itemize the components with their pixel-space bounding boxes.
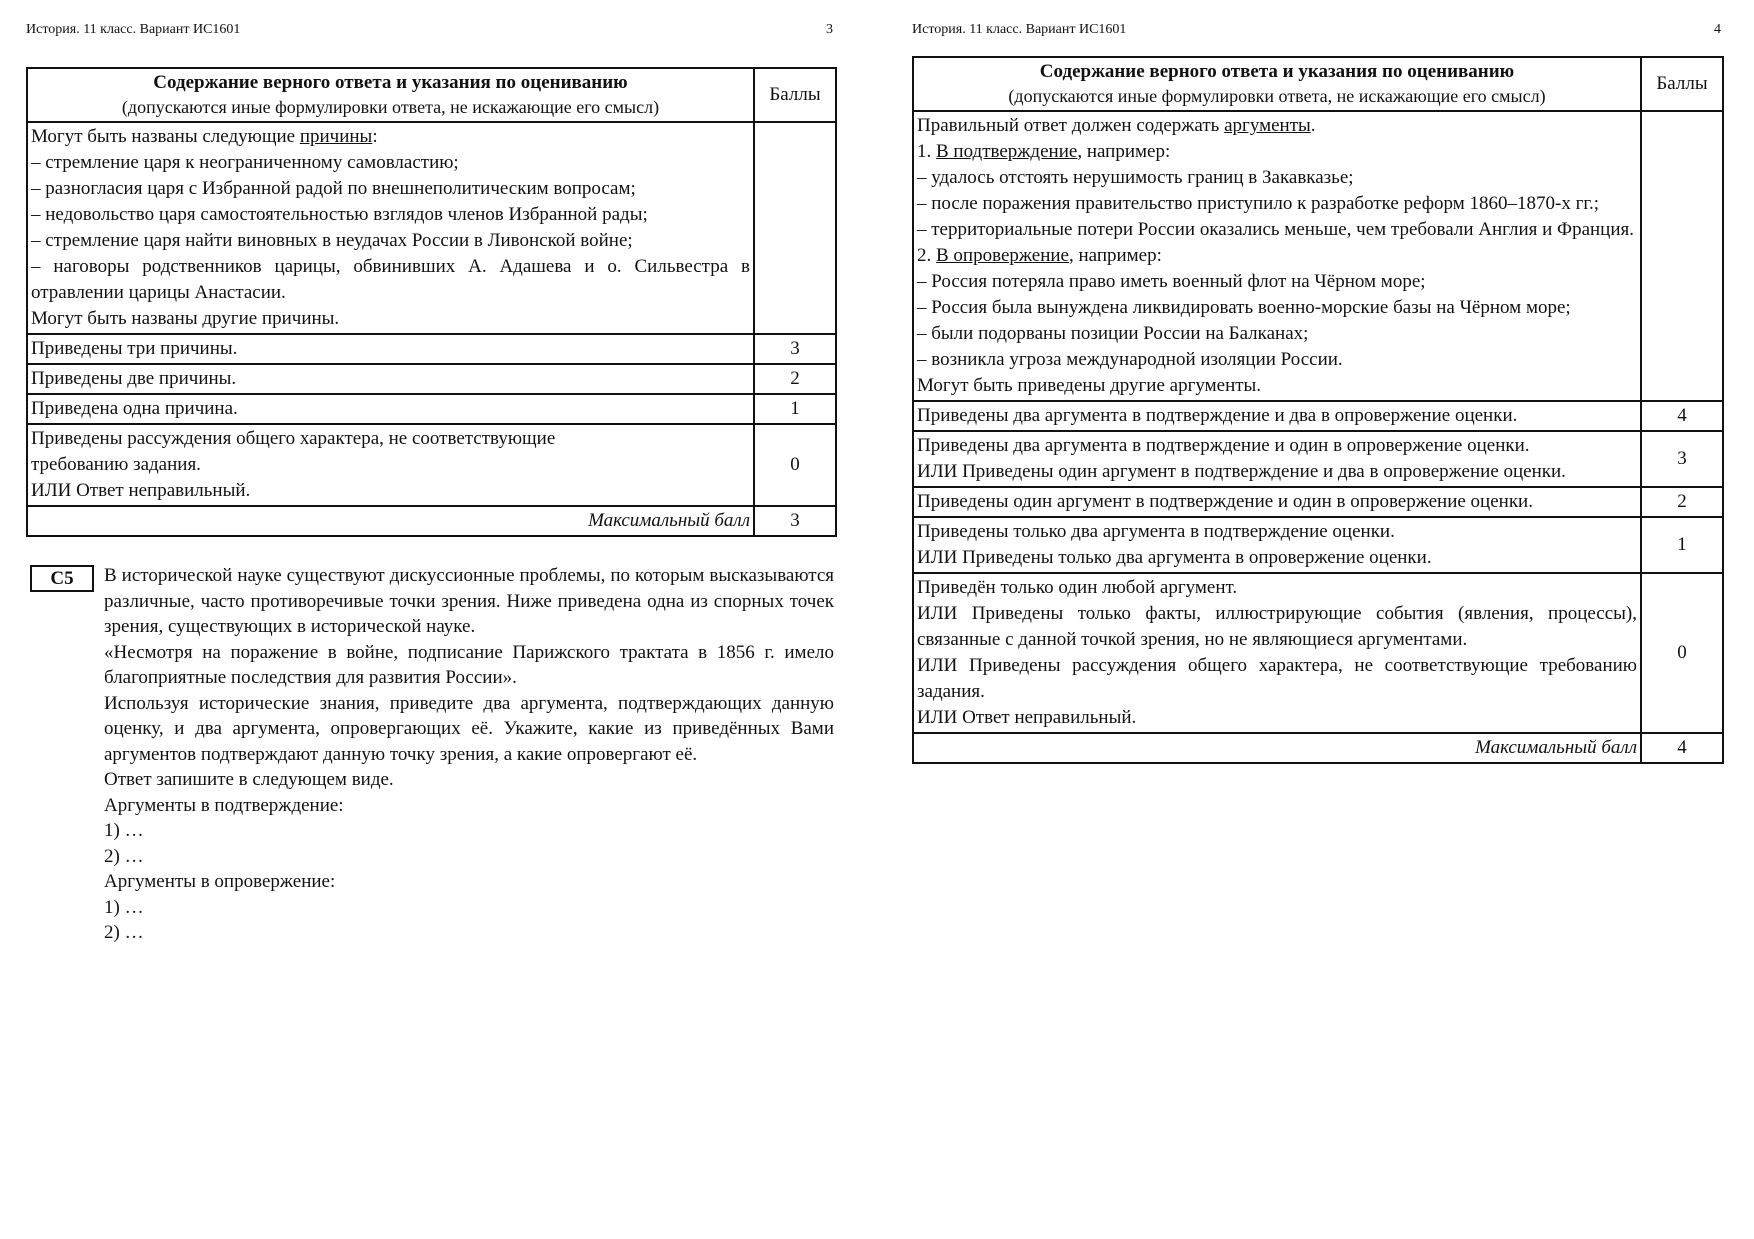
criterion-line: Приведены только два аргумента в подтверждение оценки. (917, 521, 1395, 542)
against-label: Аргументы в опровержение: (104, 871, 336, 892)
outro-line: Могут быть названы другие причины. (31, 308, 340, 329)
table-row (27, 394, 836, 424)
max-score-row (27, 506, 836, 536)
criterion (27, 424, 754, 506)
max-score-value: 4 (1641, 733, 1723, 763)
criterion-line: Приведены два аргумента в подтверждение и один в опровержение оценки. (917, 435, 1530, 456)
max-score-value: 3 (754, 506, 836, 536)
task-quote: «Несмотря на поражение в войне, подписание Парижского трактата в 1856 г. имело благоприятные последствия для развития России». (104, 641, 834, 688)
table-row (913, 517, 1723, 573)
task-paragraph: Ответ запишите в следующем виде. (104, 769, 394, 790)
points-cell: 1 (1641, 517, 1723, 573)
criterion: Приведена одна причина. (27, 394, 754, 424)
text: 1. (917, 141, 936, 162)
table-row (27, 122, 836, 334)
content-header (913, 57, 1641, 111)
criterion-line: ИЛИ Приведены только два аргумента в опровержение оценки. (917, 547, 1432, 568)
criterion (913, 573, 1641, 733)
criterion-line: Приведены один аргумент в подтверждение и один в опровержение оценки. (917, 491, 1533, 512)
for-item: 1) … (104, 820, 144, 841)
points-cell: 0 (1641, 573, 1723, 733)
table-row (27, 334, 836, 364)
criterion-line: Приведены два аргумента в подтверждение и два в опровержение оценки. (917, 405, 1518, 426)
intro-line (917, 113, 1637, 139)
criterion: Приведены три причины. (27, 334, 754, 364)
page-number: 4 (1714, 22, 1721, 37)
max-score-label: Максимальный балл (27, 506, 754, 536)
criterion (913, 401, 1641, 431)
table-row (913, 401, 1723, 431)
underlined-text: В подтверждение (936, 141, 1078, 162)
max-score-row (913, 733, 1723, 763)
header-title: Содержание верного ответа и указания по оцениванию (1039, 61, 1515, 82)
text: , например: (1077, 141, 1171, 162)
underlined-text: причины (299, 126, 373, 147)
table-row (913, 573, 1723, 733)
points-header: Баллы (754, 68, 836, 122)
criterion-line: Приведён только один любой аргумент. (917, 577, 1238, 598)
points-cell: 3 (1641, 431, 1723, 487)
list-item: – стремление царя к неограниченному самовластию; (31, 152, 459, 173)
points-cell: 2 (1641, 487, 1723, 517)
criterion (913, 487, 1641, 517)
table-row (27, 424, 836, 506)
scoring-table (26, 67, 837, 537)
list-item: – стремление царя найти виновных в неудачах России в Ливонской войне; (31, 230, 633, 251)
list-item: – территориальные потери России оказались меньше, чем требовали Англия и Франция. (917, 219, 1634, 240)
intro-line (31, 124, 750, 150)
points-cell: 3 (754, 334, 836, 364)
table-row (913, 431, 1723, 487)
criterion-line: ИЛИ Приведены один аргумент в подтверждение и два в опровержение оценки. (917, 461, 1566, 482)
header-subtitle: (допускаются иные формулировки ответа, не искажающие его смысл) (1008, 86, 1546, 106)
criterion-line: Приведены рассуждения общего характера, не соответствующие требованию задания. (31, 428, 556, 475)
points-cell: 2 (754, 364, 836, 394)
against-heading (917, 243, 1637, 269)
points-header: Баллы (1641, 57, 1723, 111)
table-row (913, 111, 1723, 401)
page-header: История. 11 класс. Вариант ИС1601 (26, 22, 241, 37)
points-cell (754, 122, 836, 334)
criterion: Приведены две причины. (27, 364, 754, 394)
list-item: – Россия потеряла право иметь военный флот на Чёрном море; (917, 271, 1426, 292)
for-item: 2) … (104, 845, 144, 867)
task-code-box: C5 (30, 565, 94, 592)
header-title: Содержание верного ответа и указания по оцениванию (153, 72, 628, 93)
points-cell: 0 (754, 424, 836, 506)
for-label: Аргументы в подтверждение: (104, 794, 344, 816)
text: , например: (1068, 245, 1162, 266)
text: Правильный ответ должен содержать (917, 115, 1225, 136)
criterion-line: ИЛИ Приведены рассуждения общего характера, не соответствующие требованию задания. (917, 655, 1637, 702)
underlined-text: аргументы (1224, 115, 1311, 136)
answer-content (913, 111, 1641, 401)
outro-line: Могут быть приведены другие аргументы. (917, 375, 1262, 396)
list-item: – удалось отстоять нерушимость границ в Закавказье; (917, 167, 1354, 188)
task-text (104, 563, 834, 946)
points-cell (1641, 111, 1723, 401)
page-number: 3 (826, 22, 833, 37)
task-paragraph: В исторической науке существуют дискуссионные проблемы, по которым высказываются различные, часто противоречивые точки зрения. Ниже приведена одна из спорных точек зрения, существующих в исторической науке. (104, 565, 834, 637)
table-header-row (913, 57, 1723, 111)
criterion (913, 517, 1641, 573)
against-item: 1) … (104, 896, 144, 918)
for-heading (917, 139, 1637, 165)
text: . (1310, 115, 1316, 136)
points-cell: 1 (754, 394, 836, 424)
table-row (913, 487, 1723, 517)
list-item: – были подорваны позиции России на Балканах; (917, 323, 1309, 344)
max-score-label: Максимальный балл (913, 733, 1641, 763)
text: Могут быть названы следующие (31, 126, 300, 147)
list-item: – наговоры родственников царицы, обвинивших А. Адашева и о. Сильвестра в отравлении царицы Анастасии. (31, 256, 750, 303)
table-row (27, 364, 836, 394)
text: : (372, 126, 378, 147)
scoring-table (912, 56, 1724, 764)
criterion-line: ИЛИ Ответ неправильный. (917, 707, 1137, 728)
page-header: История. 11 класс. Вариант ИС1601 (912, 22, 1127, 37)
list-item: – после поражения правительство приступило к разработке реформ 1860–1870-х гг.; (917, 193, 1600, 214)
underlined-text: В опровержение (936, 245, 1069, 266)
against-item: 2) … (104, 922, 144, 943)
criterion (913, 431, 1641, 487)
answer-content (27, 122, 754, 334)
list-item: – возникла угроза международной изоляции России. (917, 349, 1343, 370)
list-item: – Россия была вынуждена ликвидировать военно-морские базы на Чёрном море; (917, 297, 1571, 318)
task-paragraph: Используя исторические знания, приведите два аргумента, подтверждающих данную оценку, и два аргумента, опровергающих её. Укажите, какие из приведённых Вами аргументов подтверждают данную точку зрения, а какие опровергают её. (104, 692, 834, 765)
criterion-line: ИЛИ Ответ неправильный. (31, 480, 251, 501)
criterion-line: ИЛИ Приведены только факты, иллюстрирующие события (явления, процессы), связанные с данной точкой зрения, но не являющиеся аргументами. (917, 603, 1637, 650)
list-item: – разногласия царя с Избранной радой по внешнеполитическим вопросам; (31, 178, 636, 199)
table-header-row (27, 68, 836, 122)
points-cell: 4 (1641, 401, 1723, 431)
list-item: – недовольство царя самостоятельностью взглядов членов Избранной рады; (31, 204, 648, 225)
text: 2. (917, 245, 936, 266)
header-subtitle: (допускаются иные формулировки ответа, не искажающие его смысл) (121, 97, 660, 117)
content-header (27, 68, 754, 122)
